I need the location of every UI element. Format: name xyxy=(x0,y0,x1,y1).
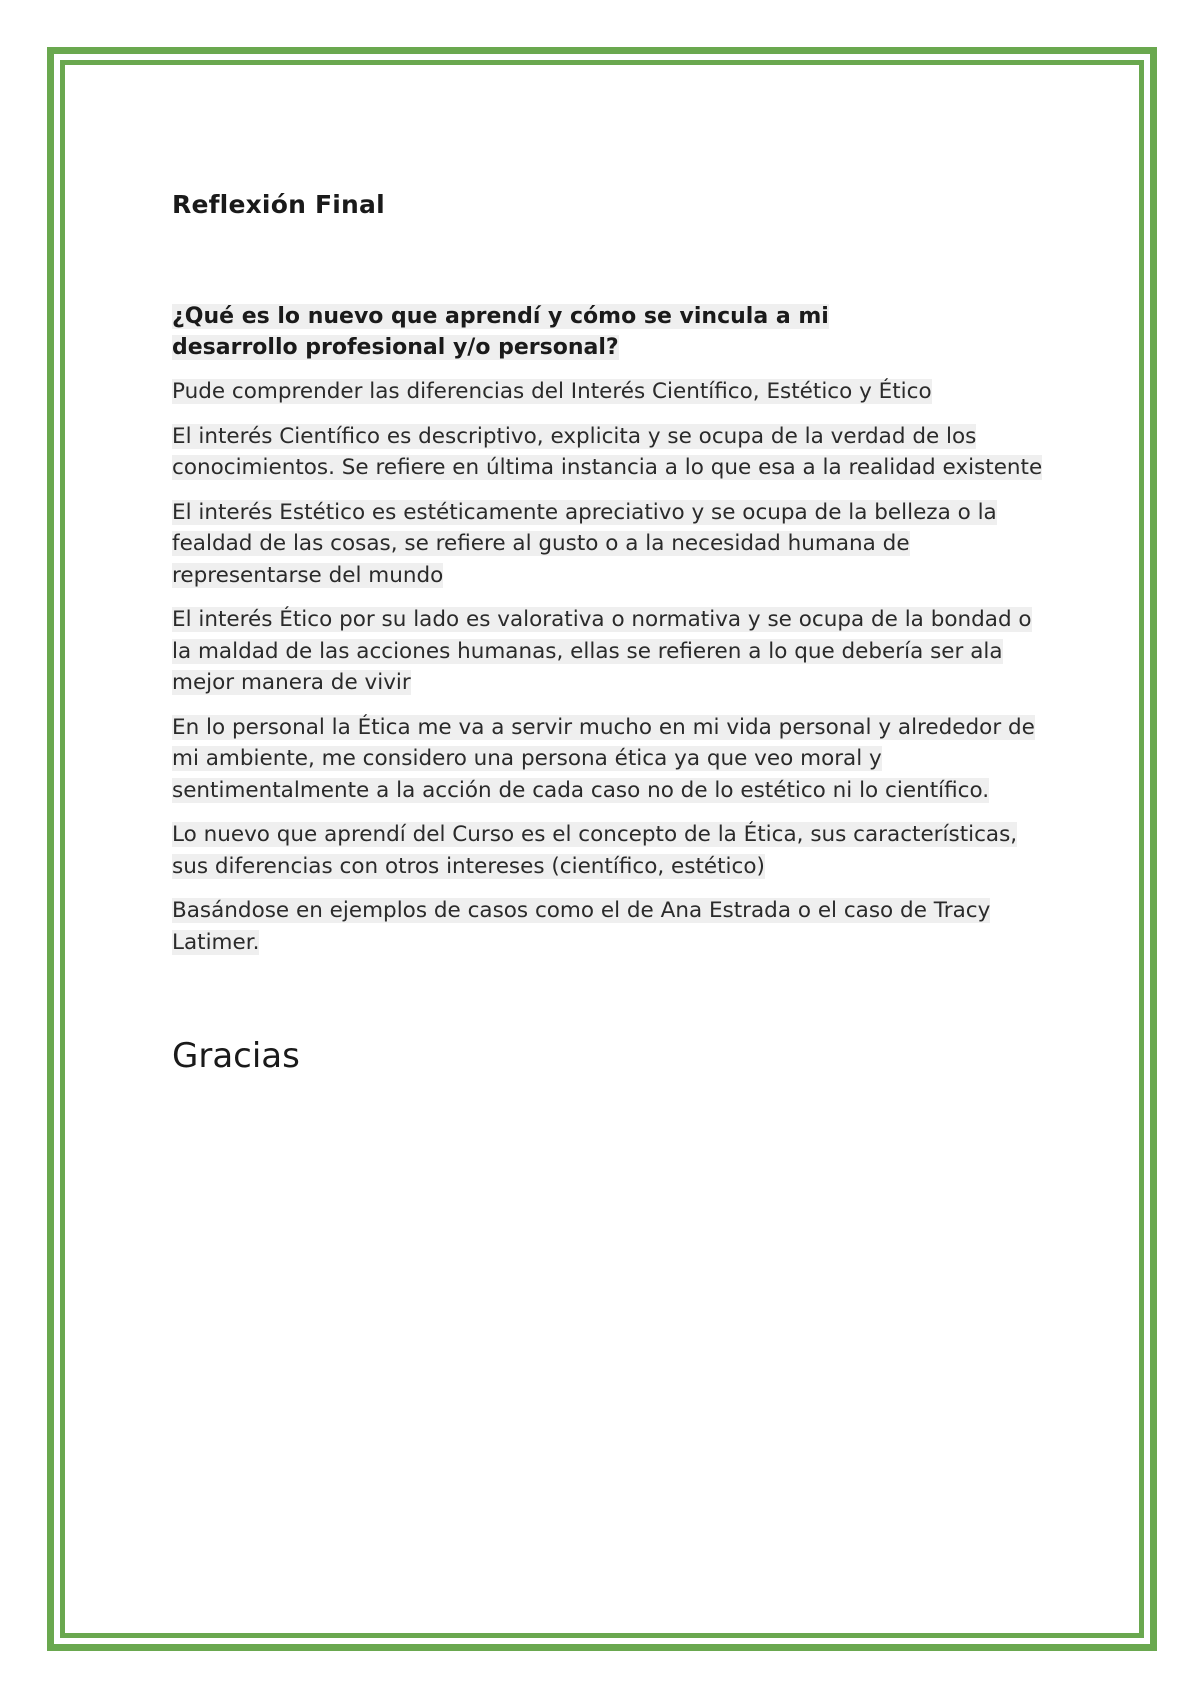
closing-text: Gracias xyxy=(172,1036,300,1076)
paragraph-text: El interés Estético es estéticamente apreciativo y se ocupa de la belleza o la fealdad de las cosas, se refiere al gusto o a la necesidad humana de representarse del mundo xyxy=(172,499,997,588)
paragraph-6 xyxy=(172,819,1052,882)
paragraph-text: El interés Ético por su lado es valorativa o normativa y se ocupa de la bondad o la maldad de las acciones humanas, ellas se refieren a lo que debería ser ala mejor manera de vivir xyxy=(172,607,1032,695)
paragraph-5 xyxy=(172,712,1052,807)
paragraph-text: El interés Científico es descriptivo, explicita y se ocupa de la verdad de los conocimientos. Se refiere en última instancia a lo que esa a la realidad existente xyxy=(172,423,1043,480)
document-title: Reflexión Final xyxy=(172,190,385,219)
paragraph-2 xyxy=(172,421,1052,484)
paragraph-text: Lo nuevo que aprendí del Curso es el concepto de la Ética, sus características, sus diferencias con otros intereses (científico, estético) xyxy=(172,822,1018,879)
paragraph-text: Pude comprender las diferencias del Interés Científico, Estético y Ético xyxy=(172,379,932,404)
paragraph-text: En lo personal la Ética me va a servir mucho en mi vida personal y alrededor de mi ambiente, me considero una persona ética ya que veo moral y sentimentalmente a la acción de cada caso no de lo estético ni lo científico. xyxy=(172,714,1035,803)
reflection-question-text: ¿Qué es lo nuevo que aprendí y cómo se vincula a mi desarrollo profesional y/o personal? xyxy=(172,304,829,360)
document-body xyxy=(172,190,1052,1076)
paragraph-1 xyxy=(172,376,1052,408)
paragraph-7 xyxy=(172,895,1052,958)
reflection-question xyxy=(172,301,832,363)
paragraph-3 xyxy=(172,497,1052,592)
paragraph-text: Basándose en ejemplos de casos como el de Ana Estrada o el caso de Tracy Latimer. xyxy=(172,898,991,955)
paragraph-4 xyxy=(172,604,1052,699)
